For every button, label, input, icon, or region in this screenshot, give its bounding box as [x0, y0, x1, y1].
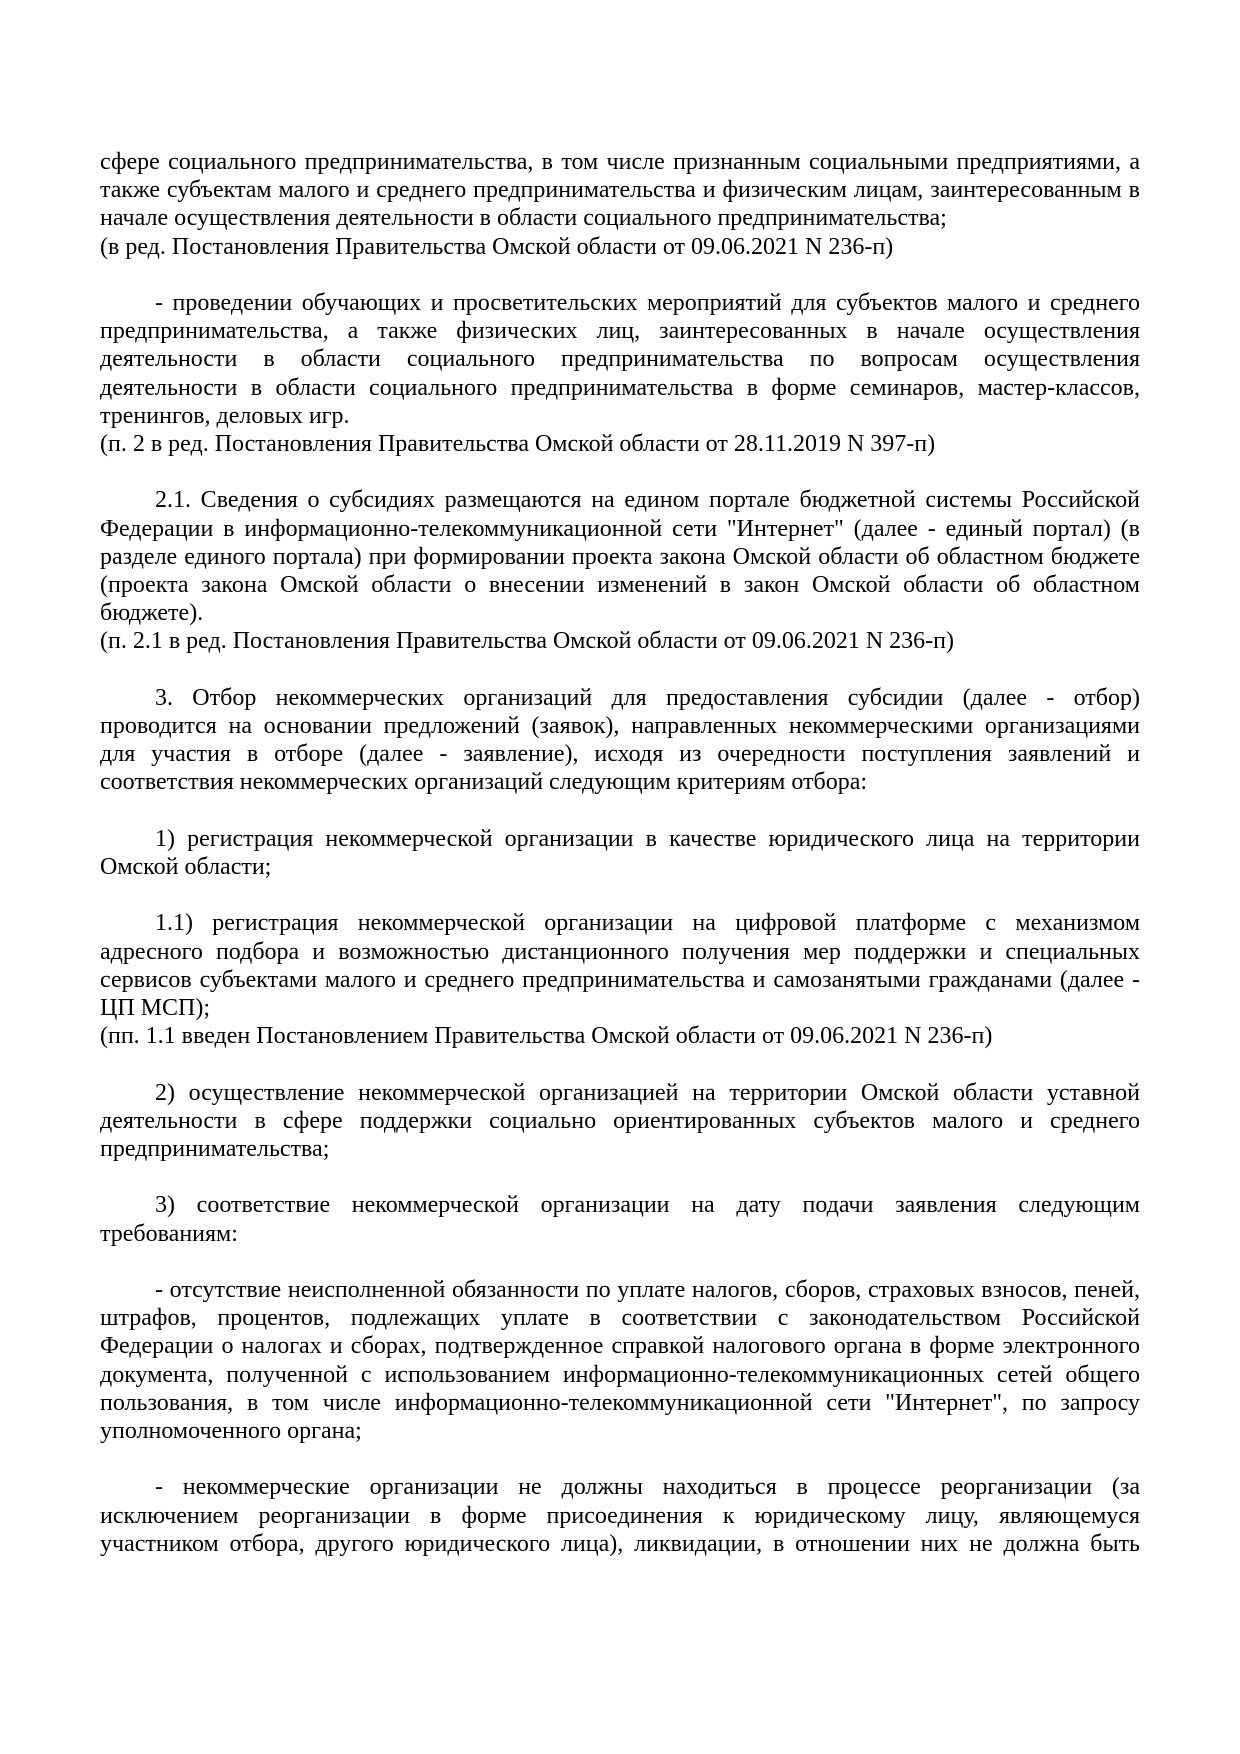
- paragraph: - проведении обучающих и просветительских мероприятий для субъектов малого и среднего предпринимательства, а также физических лиц, заинтересованных в начале осуществления деятельности в области социального предпринимательства по вопросам осуществления деятельности в области социального предпринимательства в форме семинаров, мастер-классов, тренингов, деловых игр.: [100, 290, 1140, 429]
- paragraph: сфере социального предпринимательства, в том числе признанным социальными предприятиями, а также субъектам малого и среднего предпринимательства и физическим лицам, заинтересованным в начале осуществления деятельности в области социального предпринимательства;: [100, 149, 1140, 232]
- paragraph: 2.1. Сведения о субсидиях размещаются на едином портале бюджетной системы Российской Федерации в информационно-телекоммуникационной сети "Интернет" (далее - единый портал) (в разделе единого портала) при формировании проекта закона Омской области об областном бюджете (проекта закона Омской области о внесении изменений в закон Омской области об областном бюджете).: [100, 487, 1140, 627]
- paragraph: 1.1) регистрация некоммерческой организации на цифровой платформе с механизмом адресного подбора и возможностью дистанционного получения мер поддержки и специальных сервисов субъектами малого и среднего предпринимательства и самозанятыми гражданами (далее - ЦП МСП);: [100, 910, 1140, 1022]
- amendment-note: (п. 2.1 в ред. Постановления Правительства Омской области от 09.06.2021 N 236-п): [100, 628, 954, 655]
- paragraph: 3. Отбор некоммерческих организаций для предоставления субсидии (далее - отбор) проводится на основании предложений (заявок), направленных некоммерческими организациями для участия в отборе (далее - заявление), исходя из очередности поступления заявлений и соответствия некоммерческих организаций следующим критериям отбора:: [100, 684, 1140, 796]
- paragraph: 2) осуществление некоммерческой организацией на территории Омской области уставной деятельности в сфере поддержки социально ориентированных субъектов малого и среднего предпринимательства;: [100, 1079, 1140, 1163]
- paragraph: - некоммерческие организации не должны находиться в процессе реорганизации (за исключением реорганизации в форме присоединения к юридическому лицу, являющемуся участником отбора, другого юридического лица), ликвидации, в отношении них не должна быть: [100, 1474, 1140, 1557]
- amendment-note: (в ред. Постановления Правительства Омской области от 09.06.2021 N 236-п): [100, 233, 894, 260]
- paragraph: 1) регистрация некоммерческой организации в качестве юридического лица на территории Омской области;: [100, 825, 1140, 881]
- paragraph: - отсутствие неисполненной обязанности по уплате налогов, сборов, страховых взносов, пеней, штрафов, процентов, подлежащих уплате в соответствии с законодательством Российской Федерации о налогах и сборах, подтвержденное справкой налогового органа в форме электронного документа, полученной с использованием информационно-телекоммуникационных сетей общего пользования, в том числе информационно-телекоммуникационной сети "Интернет", по запросу уполномоченного органа;: [100, 1277, 1140, 1445]
- amendment-note: (пп. 1.1 введен Постановлением Правительства Омской области от 09.06.2021 N 236-п): [100, 1023, 993, 1050]
- amendment-note: (п. 2 в ред. Постановления Правительства Омской области от 28.11.2019 N 397-п): [100, 431, 936, 458]
- paragraph: 3) соответствие некоммерческой организации на дату подачи заявления следующим требованиям:: [100, 1192, 1140, 1247]
